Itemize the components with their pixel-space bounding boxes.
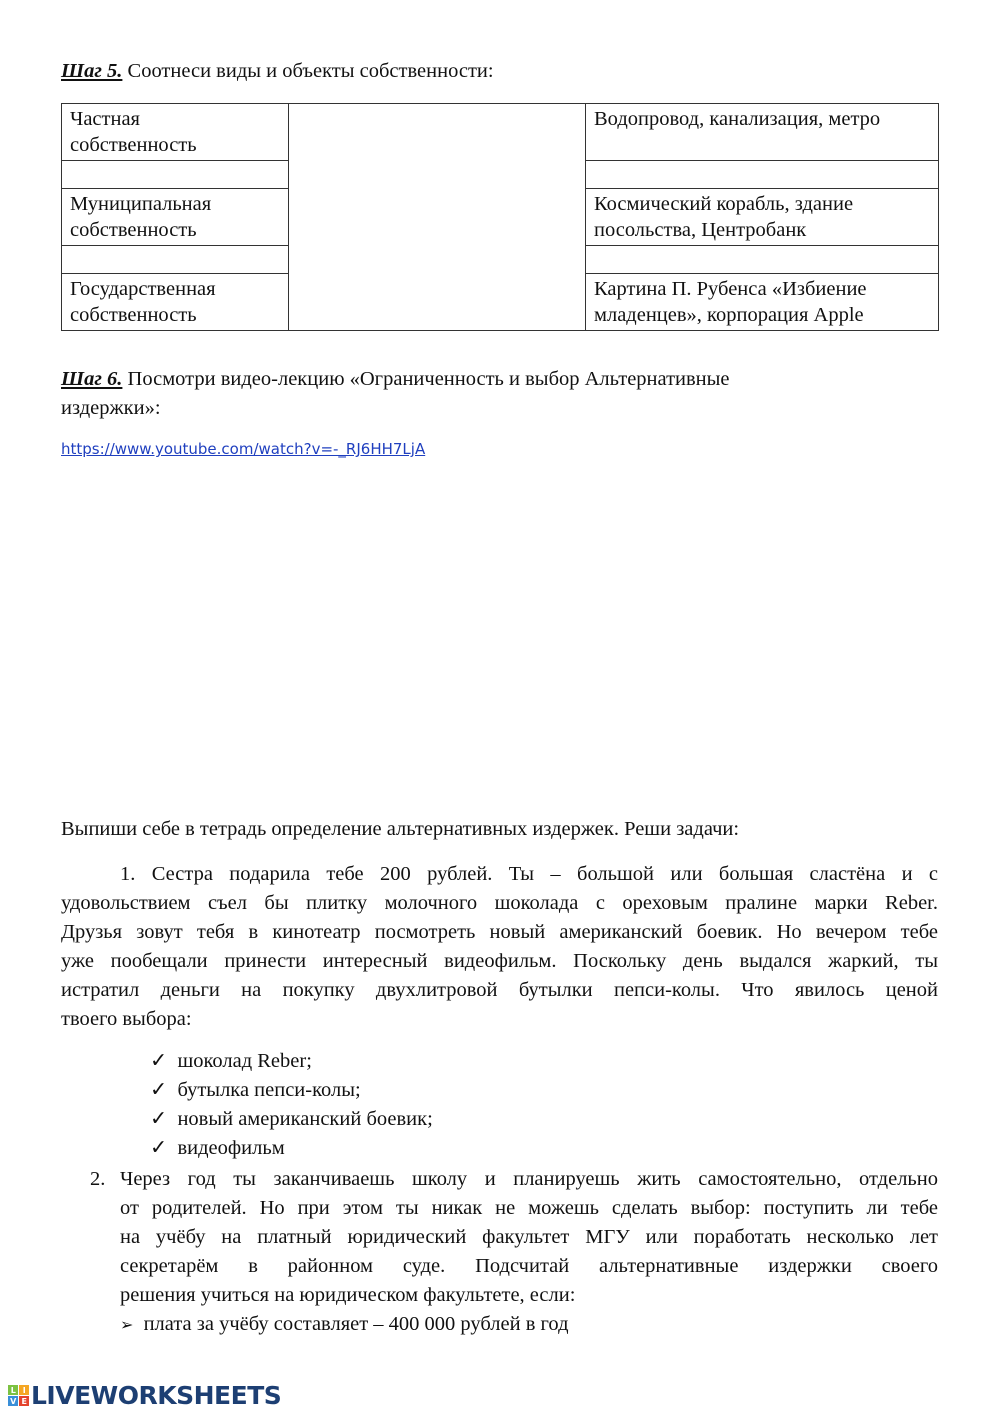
left-cell: Государственная собственность <box>62 274 289 331</box>
option: ✓ новый американский боевик; <box>150 1108 433 1130</box>
task2-line: от родителей. Но при этом ты никак не можешь сделать выбор: поступить ли тебе <box>120 1197 938 1219</box>
blank-cell <box>586 161 939 189</box>
task1-line: твоего выбора: <box>61 1008 192 1030</box>
liveworksheets-logo <box>8 1381 281 1410</box>
right-cell: Водопровод, канализация, метро <box>586 104 939 161</box>
step6-text-cont: издержки»: <box>61 397 161 419</box>
step5-heading <box>61 60 494 83</box>
right-cell: Космический корабль, здание посольства, Центробанк <box>586 189 939 246</box>
task1-line: истратил деньги на покупку двухлитровой бутылки пепси-колы. Что явилось ценой <box>61 979 938 1001</box>
step6-heading <box>61 368 730 391</box>
logo-icon: L I V E <box>8 1385 29 1406</box>
task2-line: решения учиться на юридическом факультете, если: <box>120 1284 576 1306</box>
task1-line: удовольствием съел бы плитку молочного шоколада с ореховым пралине марки Reber. <box>61 892 938 914</box>
task2-number: 2. <box>90 1168 106 1190</box>
option: ✓ бутылка пепси-колы; <box>150 1079 361 1101</box>
task1-line: Друзья зовут тебя в кинотеатр посмотреть новый американский боевик. Но вечером тебе <box>61 921 938 943</box>
logo-text: LIVEWORKSHEETS <box>31 1381 282 1410</box>
right-cell: Картина П. Рубенса «Избиение младенцев», корпорация Apple <box>586 274 939 331</box>
check-icon: ✓ <box>150 1108 178 1130</box>
check-icon: ✓ <box>150 1137 178 1159</box>
blank-cell <box>62 246 289 274</box>
bullet-item: ➢ плата за учёбу составляет – 400 000 рублей в год <box>120 1313 569 1335</box>
step6-label: Шаг 6. <box>61 368 123 390</box>
intro-text: Выпиши себе в тетрадь определение альтернативных издержек. Реши задачи: <box>61 818 740 840</box>
blank-cell <box>62 161 289 189</box>
task1-line: уже пообещали принести интересный видеофильм. Поскольку день выдался жаркий, ты <box>61 950 938 972</box>
task2-line: на учёбу на платный юридический факультет МГУ или поработать несколько лет <box>120 1226 938 1248</box>
step6-text: Посмотри видео-лекцию «Ограниченность и выбор Альтернативные <box>122 368 730 390</box>
left-cell: Муниципальная собственность <box>62 189 289 246</box>
arrow-bullet-icon: ➢ <box>120 1315 144 1334</box>
option: ✓ видеофильм <box>150 1137 285 1159</box>
matching-table <box>61 103 939 331</box>
check-icon: ✓ <box>150 1079 178 1101</box>
task1-line: 1. Сестра подарила тебе 200 рублей. Ты – большой или большая сластёна и с <box>120 863 938 885</box>
task2-line: Через год ты заканчиваешь школу и планируешь жить самостоятельно, отдельно <box>120 1168 938 1190</box>
blank-cell <box>586 246 939 274</box>
check-icon: ✓ <box>150 1050 178 1072</box>
option: ✓ шоколад Reber; <box>150 1050 312 1072</box>
step5-label: Шаг 5. <box>61 60 123 82</box>
matching-area[interactable] <box>289 104 586 331</box>
video-link[interactable]: https://www.youtube.com/watch?v=-_RJ6HH7LjA <box>61 440 426 458</box>
task2-line: секретарём в районном суде. Подсчитай альтернативные издержки своего <box>120 1255 938 1277</box>
left-cell: Частная собственность <box>62 104 289 161</box>
step5-text: Соотнеси виды и объекты собственности: <box>122 60 494 82</box>
